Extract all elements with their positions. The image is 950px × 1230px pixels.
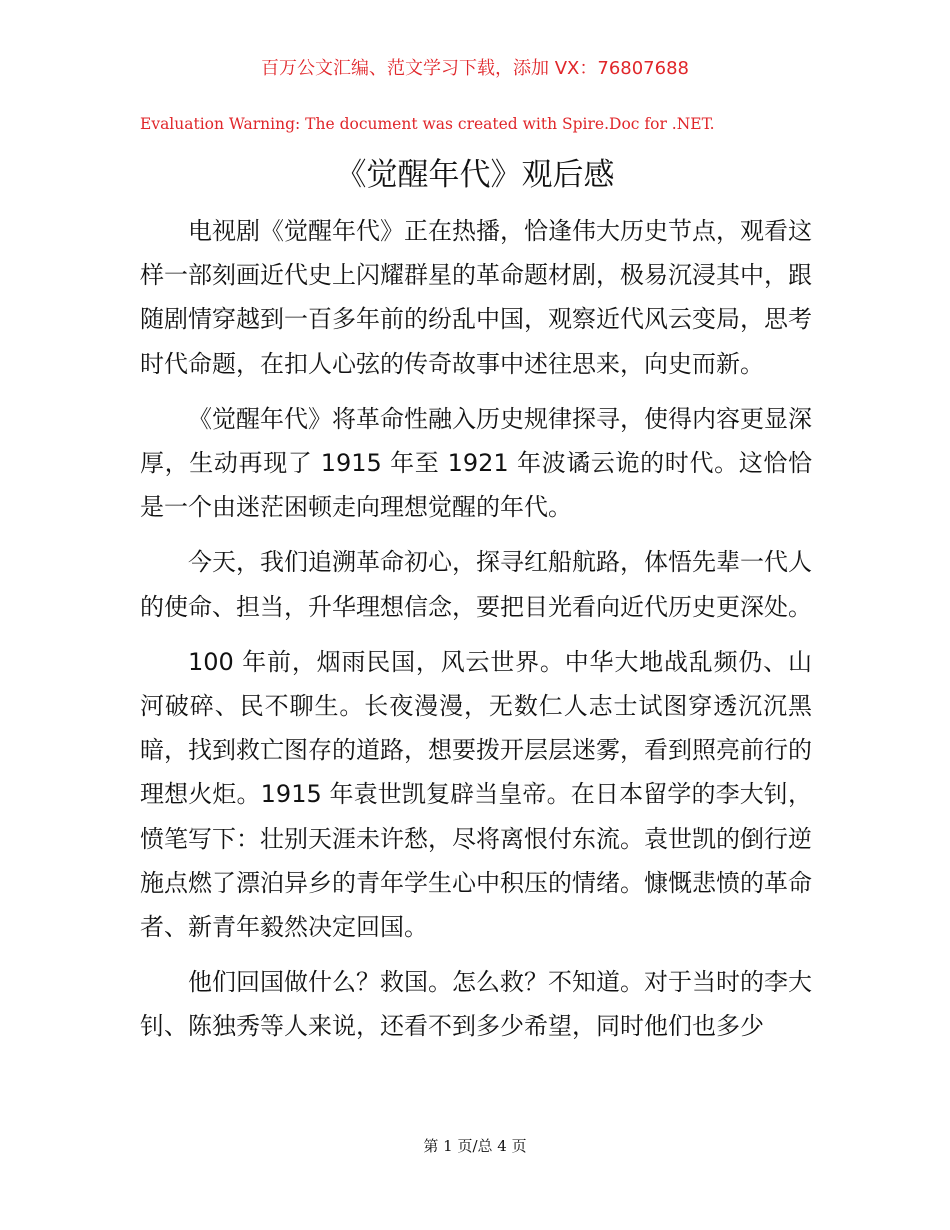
paragraph: 他们回国做什么？救国。怎么救？不知道。对于当时的李大钊、陈独秀等人来说，还看不到多少希望，同时他们也多少 <box>140 968 812 1041</box>
paragraph: 100 年前，烟雨民国，风云世界。中华大地战乱频仍、山河破碎、民不聊生。长夜漫漫，无数仁人志士试图穿透沉沉黑暗，找到救亡图存的道路，想要拨开层层迷雾，看到照亮前行的理想火炬。1915 年袁世凯复辟当皇帝。在日本留学的李大钊，愤笔写下：壮别天涯未许愁，尽将离恨付东流。袁世凯的倒行逆施点燃了漂泊异乡的青年学生心中积压的情绪。慷慨悲愤的革命者、新青年毅然决定回国。 <box>140 647 812 942</box>
page-title: 《觉醒年代》观后感 <box>335 157 615 193</box>
page-number-footer: 第 1 页/总 4 页 <box>423 1137 527 1155</box>
document-body <box>140 209 812 1060</box>
evaluation-warning: Evaluation Warning: The document was created with Spire.Doc for .NET. <box>140 115 715 133</box>
paragraph: 今天，我们追溯革命初心，探寻红船航路，体悟先辈一代人的使命、担当，升华理想信念，要把目光看向近代历史更深处。 <box>140 548 812 621</box>
paragraph: 电视剧《觉醒年代》正在热播，恰逢伟大历史节点，观看这样一部刻画近代史上闪耀群星的革命题材剧，极易沉浸其中，跟随剧情穿越到一百多年前的纷乱中国，观察近代风云变局，思考时代命题，在扣人心弦的传奇故事中述往思来，向史而新。 <box>140 217 812 378</box>
header-banner: 百万公文汇编、范文学习下载，添加 VX：76807688 <box>261 58 689 79</box>
paragraph: 《觉醒年代》将革命性融入历史规律探寻，使得内容更显深厚，生动再现了 1915 年至 1921 年波谲云诡的时代。这恰恰是一个由迷茫困顿走向理想觉醒的年代。 <box>140 404 812 522</box>
